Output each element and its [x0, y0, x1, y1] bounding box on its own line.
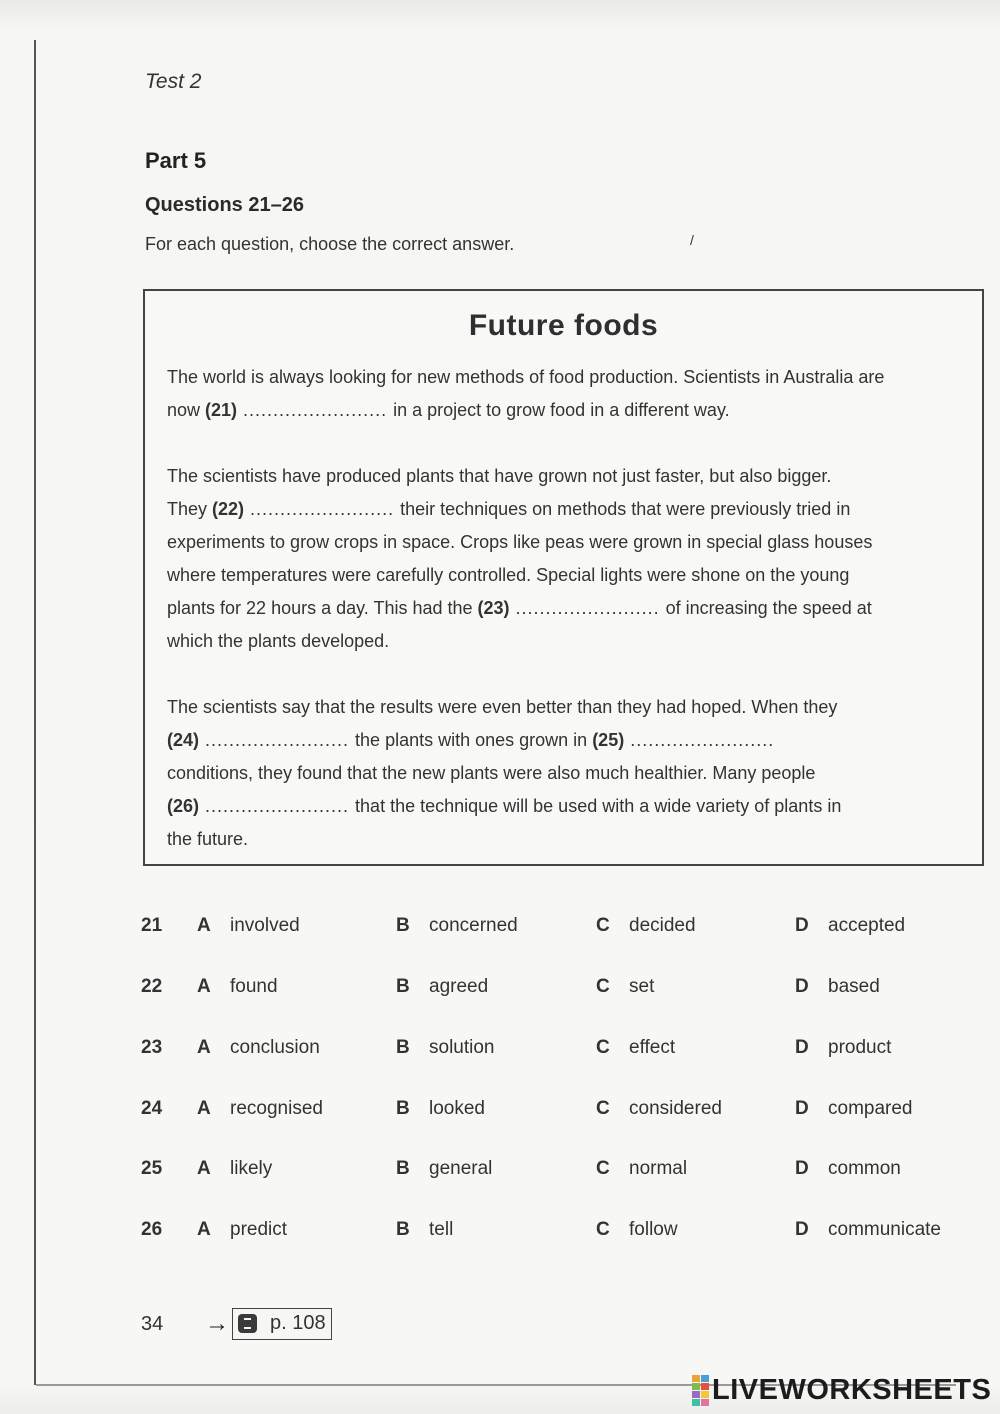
passage-line	[167, 790, 967, 823]
gap-24-number: (24)	[167, 730, 200, 750]
passage-paragraph-3	[167, 691, 967, 856]
passage-line: The world is always looking for new methods of food production. Scientists in Australia are	[167, 367, 885, 387]
option-c[interactable]: decided	[629, 915, 696, 936]
option-c[interactable]: normal	[629, 1158, 688, 1179]
option-letter-d: D	[795, 1219, 809, 1240]
liveworksheets-logo-icon	[692, 1375, 709, 1405]
option-letter-a: A	[197, 1158, 211, 1179]
line-text: their techniques on methods that were previously tried in	[400, 499, 851, 519]
option-letter-b: B	[396, 976, 410, 997]
option-b[interactable]: looked	[429, 1098, 485, 1119]
option-letter-a: A	[197, 1098, 211, 1119]
option-letter-c: C	[596, 1037, 610, 1058]
passage-line	[167, 592, 967, 625]
liveworksheets-brand[interactable]	[692, 1372, 991, 1408]
option-letter-a: A	[197, 1219, 211, 1240]
question-number: 23	[141, 1037, 163, 1058]
question-number: 21	[141, 915, 163, 936]
option-c[interactable]: effect	[629, 1037, 676, 1058]
pencil-mark: /	[690, 232, 694, 248]
option-d[interactable]: common	[828, 1158, 901, 1179]
passage-title: Future foods	[468, 309, 659, 342]
option-d[interactable]: accepted	[828, 915, 906, 936]
option-d[interactable]: based	[828, 976, 880, 997]
option-c[interactable]: follow	[629, 1219, 678, 1240]
part-title: Part 5	[145, 148, 207, 173]
arrow-right-icon: →	[205, 1310, 229, 1337]
test-label: Test 2	[145, 70, 202, 93]
option-letter-b: B	[396, 1158, 410, 1179]
option-letter-a: A	[197, 915, 211, 936]
question-number: 22	[141, 976, 163, 997]
option-a[interactable]: likely	[230, 1158, 273, 1179]
option-letter-b: B	[396, 1098, 410, 1119]
passage-line: where temperatures were carefully controlled. Special lights were shone on the young	[167, 565, 850, 585]
option-letter-b: B	[396, 915, 410, 936]
line-text: in a project to grow food in a different way.	[393, 400, 730, 420]
option-a[interactable]: recognised	[230, 1098, 323, 1119]
questions-range: Questions 21–26	[145, 194, 304, 216]
option-b[interactable]: tell	[429, 1219, 454, 1240]
option-d[interactable]: compared	[828, 1098, 913, 1119]
option-letter-c: C	[596, 915, 610, 936]
gap-21-number: (21)	[205, 400, 238, 420]
passage-line: The scientists say that the results were even better than they had hoped. When they	[167, 697, 838, 717]
line-text: now	[167, 400, 206, 420]
gap-21-blank[interactable]: ........................	[237, 400, 394, 420]
option-c[interactable]: set	[629, 976, 655, 997]
option-letter-d: D	[795, 976, 809, 997]
option-a[interactable]: conclusion	[230, 1037, 320, 1058]
option-b[interactable]: agreed	[429, 976, 489, 997]
option-a[interactable]: involved	[230, 915, 300, 936]
option-b[interactable]: general	[429, 1158, 493, 1179]
instruction-text: For each question, choose the correct answer.	[145, 234, 515, 254]
passage-line: which the plants developed.	[167, 631, 390, 651]
page-reference[interactable]	[232, 1308, 332, 1340]
page-reference-text: p. 108	[270, 1312, 326, 1334]
speaking-icon	[238, 1314, 257, 1333]
gap-23-blank[interactable]: ........................	[509, 598, 666, 618]
option-letter-c: C	[596, 1158, 610, 1179]
line-text: plants for 22 hours a day. This had the	[167, 598, 478, 618]
reading-passage-box	[143, 289, 984, 866]
option-letter-a: A	[197, 976, 211, 997]
option-a[interactable]: predict	[230, 1219, 288, 1240]
gap-22-blank[interactable]: ........................	[244, 499, 401, 519]
page-number: 34	[141, 1313, 164, 1335]
question-number: 25	[141, 1158, 163, 1179]
option-d[interactable]: product	[828, 1037, 892, 1058]
passage-line: conditions, they found that the new plants were also much healthier. Many people	[167, 763, 816, 783]
option-letter-d: D	[795, 1158, 809, 1179]
gap-22-number: (22)	[212, 499, 245, 519]
line-text: the plants with ones grown in	[355, 730, 593, 750]
option-letter-d: D	[795, 915, 809, 936]
option-letter-d: D	[795, 1098, 809, 1119]
option-letter-c: C	[596, 1098, 610, 1119]
question-number: 26	[141, 1219, 163, 1240]
option-letter-d: D	[795, 1037, 809, 1058]
passage-line: The scientists have produced plants that have grown not just faster, but also bigger.	[167, 466, 832, 486]
gap-26-blank[interactable]: ........................	[199, 796, 356, 816]
left-margin-rule	[34, 40, 36, 1385]
option-letter-a: A	[197, 1037, 211, 1058]
gap-26-number: (26)	[167, 796, 200, 816]
line-text: of increasing the speed at	[665, 598, 872, 618]
passage-line	[167, 493, 967, 526]
option-letter-c: C	[596, 976, 610, 997]
gap-24-blank[interactable]: ........................	[199, 730, 356, 750]
passage-line: experiments to grow crops in space. Crops like peas were grown in special glass houses	[167, 532, 873, 552]
passage-paragraph-1	[167, 361, 967, 427]
passage-line	[167, 724, 967, 757]
option-d[interactable]: communicate	[828, 1219, 941, 1240]
option-c[interactable]: considered	[629, 1098, 722, 1119]
line-text: They	[167, 499, 213, 519]
gap-23-number: (23)	[477, 598, 510, 618]
line-text: that the technique will be used with a wide variety of plants in	[355, 796, 842, 816]
option-letter-b: B	[396, 1219, 410, 1240]
option-b[interactable]: solution	[429, 1037, 495, 1058]
option-letter-b: B	[396, 1037, 410, 1058]
option-letter-c: C	[596, 1219, 610, 1240]
question-number: 24	[141, 1098, 163, 1119]
option-b[interactable]: concerned	[429, 915, 518, 936]
brand-name: LIVEWORKSHEETS	[712, 1373, 992, 1406]
passage-line	[167, 394, 967, 427]
gap-25-blank[interactable]: ........................	[624, 730, 775, 750]
passage-paragraph-2	[167, 460, 967, 658]
gap-25-number: (25)	[592, 730, 625, 750]
option-a[interactable]: found	[230, 976, 278, 997]
passage-line: the future.	[167, 829, 249, 849]
